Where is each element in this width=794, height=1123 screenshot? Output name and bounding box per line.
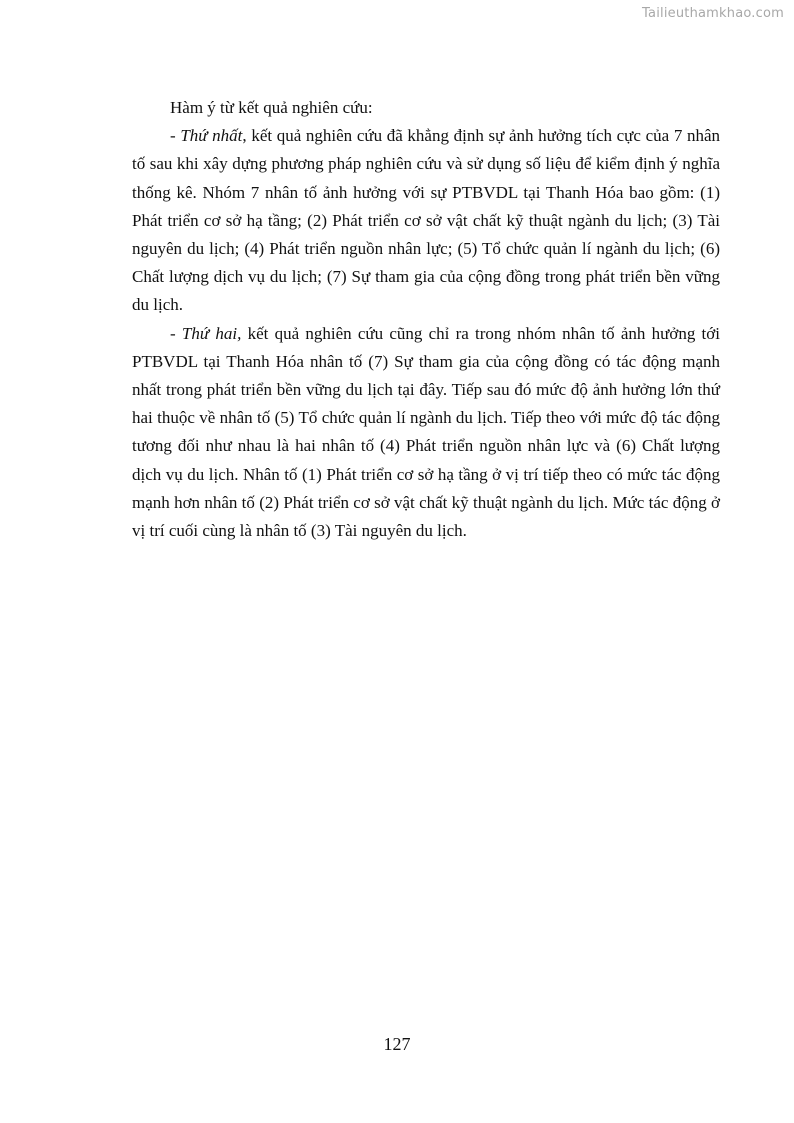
bullet-dash: - [170, 323, 182, 343]
document-body [132, 94, 720, 545]
page-number: 127 [383, 1034, 411, 1054]
paragraph-lead-second: Thứ hai, [181, 323, 242, 343]
paragraph-second [132, 320, 720, 546]
bullet-dash: - [170, 126, 181, 146]
paragraph-body-first: , kết quả nghiên cứu đã khẳng định sự ảnh hưởng tích cực của 7 nhân tố sau khi xây dựng phương pháp nghiên cứu và sử dụng số liệu để kiểm định ý nghĩa thống kê. Nhóm 7 nhân tố ảnh hưởng với sự PTBVDL tại Thanh Hóa bao gồm: (1) Phát triển cơ sở hạ tầng; (2) Phát triển cơ sở vật chất kỹ thuật ngành du lịch; (3) Tài nguyên du lịch; (4) Phát triển nguồn nhân lực; (5) Tổ chức quản lí ngành du lịch; (6) Chất lượng dịch vụ du lịch; (7) Sự tham gia của cộng đồng trong phát triển bền vững du lịch. [132, 126, 721, 315]
section-heading: Hàm ý từ kết quả nghiên cứu: [170, 98, 373, 117]
paragraph-lead-first: Thứ nhất [180, 126, 243, 146]
paragraph-body-second: kết quả nghiên cứu cũng chỉ ra trong nhóm nhân tố ảnh hưởng tới PTBVDL tại Thanh Hóa nhân tố (7) Sự tham gia của cộng đồng có tác động mạnh nhất trong phát triển bền vững du lịch tại đây. Tiếp sau đó mức độ ảnh hưởng lớn thứ hai thuộc về nhân tố (5) Tổ chức quản lí ngành du lịch. Tiếp theo với mức độ tác động tương đối như nhau là hai nhân tố (4) Phát triển nguồn nhân lực và (6) Chất lượng dịch vụ du lịch. Nhân tố (1) Phát triển cơ sở hạ tầng ở vị trí tiếp theo có mức tác động mạnh hơn nhân tố (2) Phát triển cơ sở vật chất kỹ thuật ngành du lịch. Mức tác động ở vị trí cuối cùng là nhân tố (3) Tài nguyên du lịch. [132, 323, 720, 541]
paragraph-first [132, 122, 720, 319]
watermark: Tailieuthamkhao.com [642, 6, 784, 21]
